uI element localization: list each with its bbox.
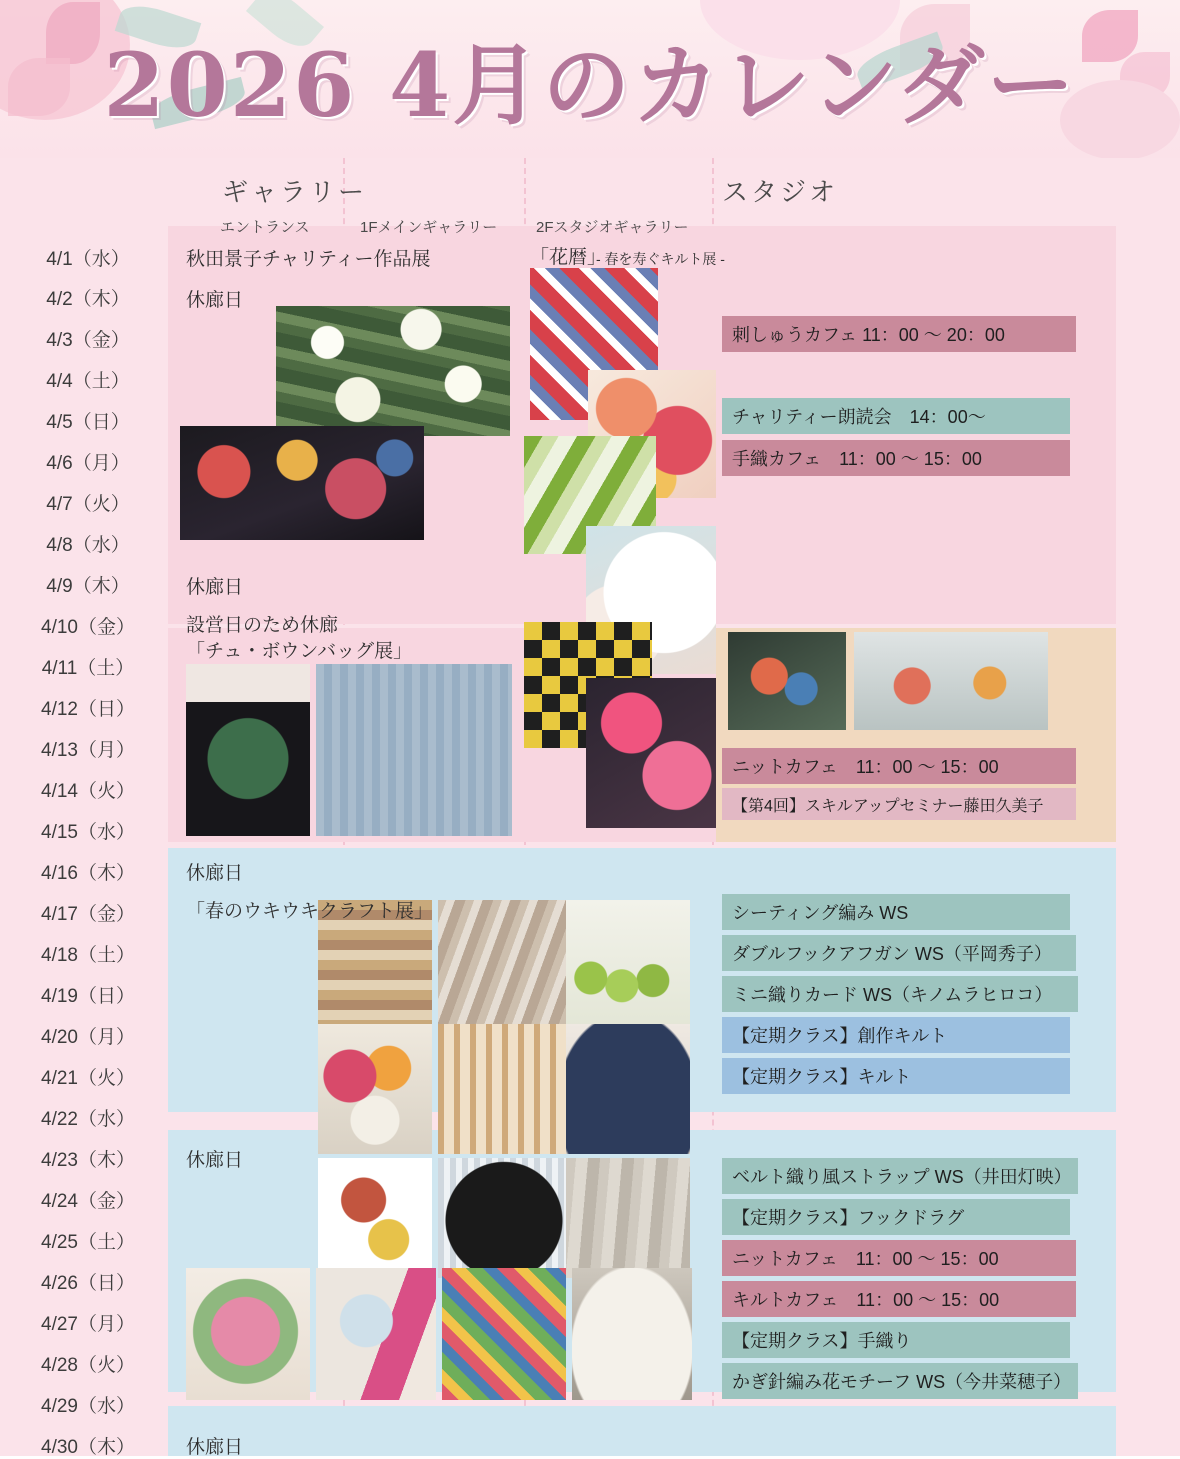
studio-event-charity-reading: チャリティー朗読会 14：00～ — [722, 398, 1070, 434]
photo-ribbon-piece — [316, 1268, 436, 1400]
date-row: 4/3（金） — [46, 330, 130, 351]
photo-woven-grey — [566, 1158, 690, 1278]
date-row: 4/28（火） — [41, 1355, 135, 1376]
studio-event-regular-hook-drug: 【定期クラス】フックドラグ — [722, 1199, 1070, 1235]
col-heading-gallery: ギャラリー — [222, 177, 368, 207]
event-closed-0430: 休廊日 — [186, 1437, 244, 1458]
studio-event-regular-teori: 【定期クラス】手織り — [722, 1322, 1070, 1358]
studio-event-quilt-cafe: キルトカフェ 11：00 ～ 15：00 — [722, 1281, 1076, 1317]
studio-event-regular-quilt: 【定期クラス】キルト — [722, 1058, 1070, 1094]
date-row: 4/17（金） — [41, 904, 135, 925]
event-spring-craft: 「春のウキウキクラフト展」 — [186, 901, 434, 922]
col-sub-main-gallery: 1Fメインギャラリー — [360, 219, 498, 236]
photo-floral-white — [276, 306, 510, 436]
date-row: 4/15（水） — [41, 822, 135, 843]
studio-event-seating-ws: シーティング編み WS — [722, 894, 1070, 930]
col-heading-studio: スタジオ — [722, 177, 839, 207]
studio-event-regular-creative-quilt: 【定期クラス】創作キルト — [722, 1017, 1070, 1053]
photo-black-bag — [186, 664, 310, 836]
studio-event-knit-cafe-1: ニットカフェ 11：00 ～ 15：00 — [722, 748, 1076, 784]
photo-fabric-roses — [318, 1024, 432, 1154]
date-row: 4/12（日） — [41, 699, 135, 720]
photo-dress-form — [566, 1024, 690, 1154]
event-setup-0410: 設営日のため休廊 — [186, 615, 339, 636]
col-sub-studio-gallery: 2Fスタジオギャラリー — [536, 219, 689, 236]
photo-colored-bag — [442, 1268, 566, 1400]
event-closed-0409: 休廊日 — [186, 577, 244, 598]
date-row: 4/22（水） — [41, 1109, 135, 1130]
date-row: 4/5（日） — [46, 412, 130, 433]
calendar-sheet — [0, 158, 1180, 1456]
photo-white-purse — [572, 1268, 692, 1400]
date-row: 4/23（木） — [41, 1150, 135, 1171]
studio-event-sashiko-cafe: 刺しゅうカフェ 11：00 ～ 20：00 — [722, 316, 1076, 352]
photo-embroidery-frame — [728, 632, 846, 730]
date-row: 4/10（金） — [41, 617, 135, 638]
date-row: 4/7（火） — [46, 494, 130, 515]
page-title: 2026 4月のカレンダー — [103, 33, 1077, 137]
event-closed-0416: 休廊日 — [186, 863, 244, 884]
date-row: 4/27（月） — [41, 1314, 135, 1335]
photo-denim-embroidery — [316, 664, 512, 836]
date-row: 4/9（木） — [46, 576, 130, 597]
band-bottom — [168, 1406, 1116, 1456]
studio-event-knit-cafe-2: ニットカフェ 11：00 ～ 15：00 — [722, 1240, 1076, 1276]
date-row: 4/19（日） — [41, 986, 135, 1007]
date-row: 4/1（水） — [46, 249, 130, 270]
date-row: 4/20（月） — [41, 1027, 135, 1048]
event-chu-bag: 「チュ・ボウンバッグ展」 — [186, 641, 413, 662]
photo-grey-bags — [854, 632, 1048, 730]
date-row: 4/8（水） — [46, 535, 130, 556]
event-closed-0402: 休廊日 — [186, 290, 244, 311]
photo-weaving-loom — [438, 1024, 570, 1154]
event-akita-charity: 秋田景子チャリティー作品展 — [186, 249, 431, 270]
date-row: 4/6（月） — [46, 453, 130, 474]
date-row: 4/26（日） — [41, 1273, 135, 1294]
photo-cross-stitch — [186, 1268, 310, 1400]
studio-event-belt-strap-ws: ベルト織り風ストラップ WS（井田灯映） — [722, 1158, 1078, 1194]
photo-knit-scarf — [438, 900, 570, 1030]
date-row: 4/30（木） — [41, 1437, 135, 1458]
studio-event-skillup-seminar: 【第4回】スキルアップセミナー藤田久美子 — [722, 788, 1076, 820]
date-row: 4/18（土） — [41, 945, 135, 966]
photo-kabuki-quilt — [180, 426, 424, 540]
date-row: 4/21（火） — [41, 1068, 135, 1089]
date-row: 4/11（土） — [41, 658, 135, 679]
studio-event-mini-weave-card-ws: ミニ織りカード WS（キノムラヒロコ） — [722, 976, 1078, 1012]
studio-event-crochet-flower-ws: かぎ針編み花モチーフ WS（今井菜穂子） — [722, 1363, 1078, 1399]
event-hanagoyomi-title: 「花暦」 — [530, 247, 607, 268]
photo-green-charms — [566, 900, 690, 1030]
event-hanagoyomi-subtitle: - 春を寿ぐキルト展 - — [596, 251, 725, 267]
photo-beaded-dog — [438, 1158, 570, 1278]
date-row: 4/29（水） — [41, 1396, 135, 1417]
studio-event-double-hook-ws: ダブルフックアフガン WS（平岡秀子） — [722, 935, 1076, 971]
date-row: 4/14（火） — [41, 781, 135, 802]
date-row: 4/16（木） — [41, 863, 135, 884]
photo-brooches — [318, 1158, 432, 1278]
date-row: 4/2（木） — [46, 289, 130, 310]
col-sub-entrance: エントランス — [220, 219, 310, 236]
date-row: 4/13（月） — [41, 740, 135, 761]
event-closed-0423: 休廊日 — [186, 1150, 244, 1171]
studio-event-teori-cafe: 手織カフェ 11：00 ～ 15：00 — [722, 440, 1070, 476]
date-row: 4/25（土） — [41, 1232, 135, 1253]
date-row: 4/4（土） — [46, 371, 130, 392]
date-row: 4/24（金） — [41, 1191, 135, 1212]
page-header — [0, 0, 1180, 158]
